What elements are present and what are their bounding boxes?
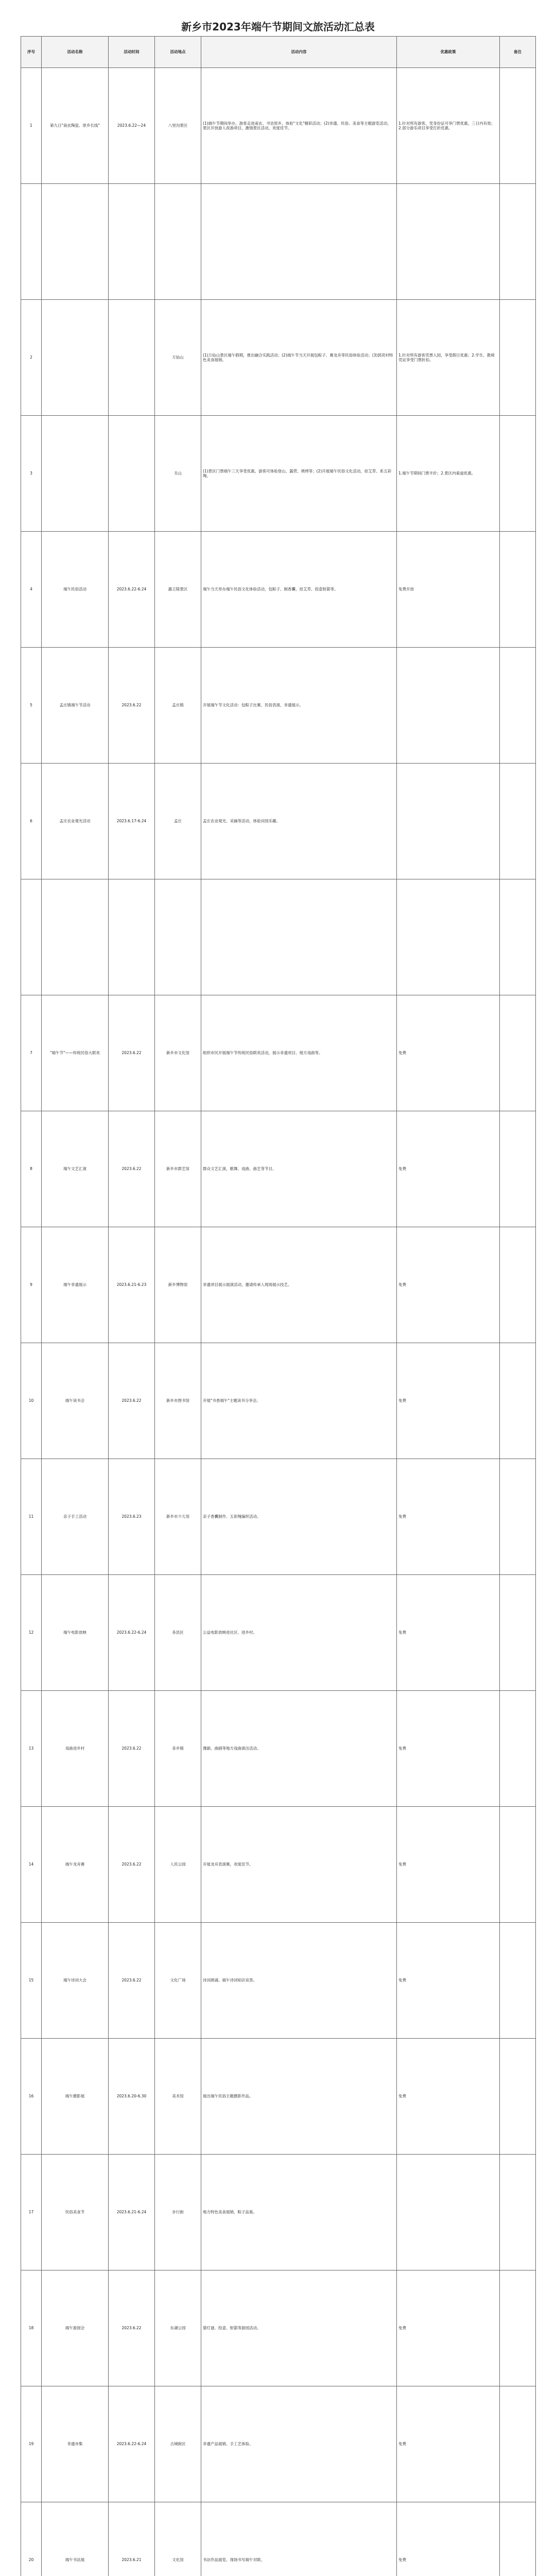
row-number: 9 <box>21 1227 42 1343</box>
activity-place: 新乡市文化馆 <box>155 995 201 1111</box>
activity-policy <box>397 2155 500 2270</box>
row-number: 4 <box>21 532 42 648</box>
activity-time <box>109 416 155 532</box>
row-number: 3 <box>21 416 42 532</box>
row-number: 10 <box>21 1343 42 1459</box>
row-number: 14 <box>21 1807 42 1923</box>
activity-policy: 免费 <box>397 1575 500 1691</box>
activity-place: 潞王陵景区 <box>155 532 201 648</box>
activity-policy <box>397 648 500 764</box>
activity-name: 端午龙舟赛 <box>42 1807 109 1923</box>
activity-note <box>500 2502 536 2576</box>
table-spacer-row <box>21 184 536 300</box>
row-number: 16 <box>21 2039 42 2155</box>
activity-place: 美术馆 <box>155 2039 201 2155</box>
activity-place: 八里沟景区 <box>155 68 201 184</box>
activity-place: 文化馆 <box>155 2502 201 2576</box>
activity-time: 2023.6.21-6.23 <box>109 1227 155 1343</box>
activity-note <box>500 2270 536 2386</box>
activity-policy: 免费 <box>397 1691 500 1807</box>
header-policy: 优惠政策 <box>397 37 500 68</box>
activity-policy: 免费 <box>397 995 500 1111</box>
activity-name <box>42 184 109 300</box>
activity-content: 开展龙舟表演赛，欢度佳节。 <box>201 1807 397 1923</box>
activity-name: 端午电影放映 <box>42 1575 109 1691</box>
table-row <box>21 1111 536 1227</box>
activity-content: (1)万仙山景区端午假期，推出融合实践活动；(2)端午节当天开展包粽子、赛龙舟等民俗体验活动；(3)郭亮村特色美食展销。 <box>201 300 397 416</box>
activity-name: 端午民俗活动 <box>42 532 109 648</box>
activity-place: 新乡市群艺馆 <box>155 1111 201 1227</box>
activity-content: 展出端午民俗主题摄影作品。 <box>201 2039 397 2155</box>
activity-place: 文化广场 <box>155 1923 201 2039</box>
activity-note <box>500 2155 536 2270</box>
activity-policy: 免费 <box>397 1227 500 1343</box>
activity-note <box>500 648 536 764</box>
row-number: 1 <box>21 68 42 184</box>
activity-policy: 免费 <box>397 2386 500 2502</box>
activity-time <box>109 184 155 300</box>
activity-note <box>500 879 536 995</box>
activity-note <box>500 68 536 184</box>
activity-place: 新乡市少儿馆 <box>155 1459 201 1575</box>
activity-content: 组织市民开展端午节传统民俗联欢活动，展示非遗项目、地方戏曲等。 <box>201 995 397 1111</box>
table-row <box>21 1691 536 1807</box>
activity-policy: 免费 <box>397 1343 500 1459</box>
table-row <box>21 648 536 764</box>
table-row <box>21 2502 536 2576</box>
table-row <box>21 764 536 879</box>
activity-name: 端午非遗展示 <box>42 1227 109 1343</box>
row-number: 13 <box>21 1691 42 1807</box>
activity-policy: 免费 <box>397 2039 500 2155</box>
activity-table <box>21 36 536 2576</box>
activity-note <box>500 1807 536 1923</box>
activity-policy <box>397 764 500 879</box>
activity-name: 端午文艺汇演 <box>42 1111 109 1227</box>
table-row <box>21 995 536 1111</box>
activity-content: 端午当天举办端午民俗文化体验活动，包粽子、制香囊、挂艾草、投壶射箭等。 <box>201 532 397 648</box>
activity-place: 各乡镇 <box>155 1691 201 1807</box>
activity-content: 亲子香囊制作、五彩绳编织活动。 <box>201 1459 397 1575</box>
activity-policy: 免费 <box>397 1459 500 1575</box>
activity-policy: 免费 <box>397 1807 500 1923</box>
row-number: 5 <box>21 648 42 764</box>
activity-policy: 1.针对所有游客凭票入园，享受假日优惠；2.学生、教师凭证享受门票折扣。 <box>397 300 500 416</box>
activity-content: 书法作品展览、现场书写端午对联。 <box>201 2502 397 2576</box>
table-row <box>21 416 536 532</box>
table-row <box>21 68 536 184</box>
activity-time: 2023.6.22 <box>109 1923 155 2039</box>
activity-place: 孟庄镇 <box>155 648 201 764</box>
activity-policy: 免费 <box>397 1923 500 2039</box>
table-row <box>21 1575 536 1691</box>
activity-place: 东湖公园 <box>155 2270 201 2386</box>
activity-time: 2023.6.22 <box>109 1343 155 1459</box>
activity-note <box>500 2039 536 2155</box>
activity-content: 猜灯谜、投壶、射箭等游园活动。 <box>201 2270 397 2386</box>
row-number: 20 <box>21 2502 42 2576</box>
activity-time: 2023.6.22 <box>109 2270 155 2386</box>
activity-time: 2023.6.21-6.24 <box>109 2155 155 2270</box>
activity-name: 孟庄镇端午节活动 <box>42 648 109 764</box>
activity-policy: 免费 <box>397 2502 500 2576</box>
activity-time: 2023.6.22 <box>109 1807 155 1923</box>
activity-content: (1)景区门票端午三天享受优惠，游客可体验登山、露营、烧烤等；(2)开展端午民俗文化活动，挂艾草、系五彩绳。 <box>201 416 397 532</box>
activity-place: 各县区 <box>155 1575 201 1691</box>
activity-note <box>500 1691 536 1807</box>
table-row <box>21 300 536 416</box>
header-name: 活动名称 <box>42 37 109 68</box>
activity-name: 端午摄影展 <box>42 2039 109 2155</box>
header-no: 序号 <box>21 37 42 68</box>
activity-time: 2023.6.22 <box>109 1691 155 1807</box>
table-row <box>21 1923 536 2039</box>
table-row <box>21 2386 536 2502</box>
header-content: 活动内容 <box>201 37 397 68</box>
activity-name <box>42 300 109 416</box>
table-row <box>21 1459 536 1575</box>
activity-time: 2023.6.21 <box>109 2502 155 2576</box>
activity-time: 2023.6.22-6.24 <box>109 1575 155 1691</box>
activity-content: 开展"书香端午"主题读书分享会。 <box>201 1343 397 1459</box>
activity-content: 诗词朗诵、端午诗词知识竞答。 <box>201 1923 397 2039</box>
activity-time: 2023.6.22 <box>109 648 155 764</box>
activity-place <box>155 879 201 995</box>
activity-note <box>500 1923 536 2039</box>
activity-policy <box>397 879 500 995</box>
table-row <box>21 532 536 648</box>
header-time: 活动时间 <box>109 37 155 68</box>
activity-time: 2023.6.20-6.30 <box>109 2039 155 2155</box>
page-title: 新乡市2023年端午节期间文旅活动汇总表 <box>181 21 375 33</box>
activity-note <box>500 1343 536 1459</box>
row-number: 19 <box>21 2386 42 2502</box>
activity-content: 公益电影放映进社区、进乡村。 <box>201 1575 397 1691</box>
activity-note <box>500 300 536 416</box>
row-number: 15 <box>21 1923 42 2039</box>
activity-time <box>109 879 155 995</box>
row-number: 2 <box>21 300 42 416</box>
activity-place: 步行街 <box>155 2155 201 2270</box>
header-note: 备注 <box>500 37 536 68</box>
activity-name: 第九日"南玄陶瓷、原乡长线" <box>42 68 109 184</box>
row-number <box>21 184 42 300</box>
table-body <box>21 68 536 2576</box>
activity-time: 2023.6.22 <box>109 1111 155 1227</box>
activity-note <box>500 1459 536 1575</box>
activity-note <box>500 2386 536 2502</box>
row-number: 12 <box>21 1575 42 1691</box>
table-row <box>21 1343 536 1459</box>
row-number: 17 <box>21 2155 42 2270</box>
activity-name: 端午游园会 <box>42 2270 109 2386</box>
activity-place: 万仙山 <box>155 300 201 416</box>
activity-note <box>500 184 536 300</box>
activity-time: 2023.6.22—24 <box>109 68 155 184</box>
activity-time: 2023.6.17-6.24 <box>109 764 155 879</box>
activity-name: 非遗市集 <box>42 2386 109 2502</box>
activity-policy: 免费 <box>397 2270 500 2386</box>
row-number: 11 <box>21 1459 42 1575</box>
activity-content: 群众文艺汇演，歌舞、戏曲、曲艺等节目。 <box>201 1111 397 1227</box>
activity-content: 开展端午节文化活动：包粽子比赛、民俗表演、非遗展示。 <box>201 648 397 764</box>
activity-note <box>500 1227 536 1343</box>
activity-name: "端午节"——传统民俗大联欢 <box>42 995 109 1111</box>
row-number: 7 <box>21 995 42 1111</box>
activity-name: 端午书法展 <box>42 2502 109 2576</box>
table-row <box>21 1807 536 1923</box>
activity-name: 戏曲进乡村 <box>42 1691 109 1807</box>
activity-content: 非遗项目展示展演活动，邀请传承人现场展示技艺。 <box>201 1227 397 1343</box>
activity-note <box>500 532 536 648</box>
activity-content <box>201 184 397 300</box>
table-header-row <box>21 37 536 68</box>
activity-policy: 1.端午节期间门票半价；2.景区内索道优惠。 <box>397 416 500 532</box>
activity-policy: 免费 <box>397 1111 500 1227</box>
activity-policy: 1.针对所有游客，凭身份证可享门票优惠，三日内有效；2.部分游乐项目享受打折优惠。 <box>397 68 500 184</box>
row-number: 6 <box>21 764 42 879</box>
activity-place: 孟庄 <box>155 764 201 879</box>
activity-name: 端午诗词大会 <box>42 1923 109 2039</box>
table-row <box>21 2270 536 2386</box>
activity-policy: 免费开放 <box>397 532 500 648</box>
row-number: 8 <box>21 1111 42 1227</box>
activity-time: 2023.6.22 <box>109 995 155 1111</box>
activity-time: 2023.6.23 <box>109 1459 155 1575</box>
activity-name <box>42 879 109 995</box>
activity-content: 地方特色美食展销、粽子品鉴。 <box>201 2155 397 2270</box>
activity-place <box>155 184 201 300</box>
activity-name: 端午读书会 <box>42 1343 109 1459</box>
activity-content: 孟庄农业观光、采摘等活动，体验田园乐趣。 <box>201 764 397 879</box>
activity-policy <box>397 184 500 300</box>
activity-time <box>109 300 155 416</box>
table-row <box>21 2155 536 2270</box>
activity-place: 新乡博物馆 <box>155 1227 201 1343</box>
activity-name: 亲子手工活动 <box>42 1459 109 1575</box>
activity-time: 2023.6.22-6.24 <box>109 532 155 648</box>
header-place: 活动地点 <box>155 37 201 68</box>
activity-note <box>500 764 536 879</box>
table-row <box>21 2039 536 2155</box>
row-number <box>21 879 42 995</box>
activity-place: 古城街区 <box>155 2386 201 2502</box>
activity-name <box>42 416 109 532</box>
activity-content: 非遗产品展销、手工艺体验。 <box>201 2386 397 2502</box>
activity-note <box>500 416 536 532</box>
activity-name: 孟庄农业观光活动 <box>42 764 109 879</box>
row-number: 18 <box>21 2270 42 2386</box>
activity-place: 新乡市图书馆 <box>155 1343 201 1459</box>
activity-place: 关山 <box>155 416 201 532</box>
activity-note <box>500 1111 536 1227</box>
table-spacer-row <box>21 879 536 995</box>
activity-name: 民俗美食节 <box>42 2155 109 2270</box>
activity-place: 人民公园 <box>155 1807 201 1923</box>
activity-note <box>500 995 536 1111</box>
activity-note <box>500 1575 536 1691</box>
table-row <box>21 1227 536 1343</box>
activity-time: 2023.6.22-6.24 <box>109 2386 155 2502</box>
activity-content: (1)端午节期间举办，游客走进南玄、寻访原乡，体验"文化"精彩活动；(2)非遗、民俗、美食等主题游览活动，景区开放游人夜游项目，激情景区活动，欢度佳节。 <box>201 68 397 184</box>
activity-content <box>201 879 397 995</box>
activity-content: 豫剧、曲剧等地方戏曲演出活动。 <box>201 1691 397 1807</box>
